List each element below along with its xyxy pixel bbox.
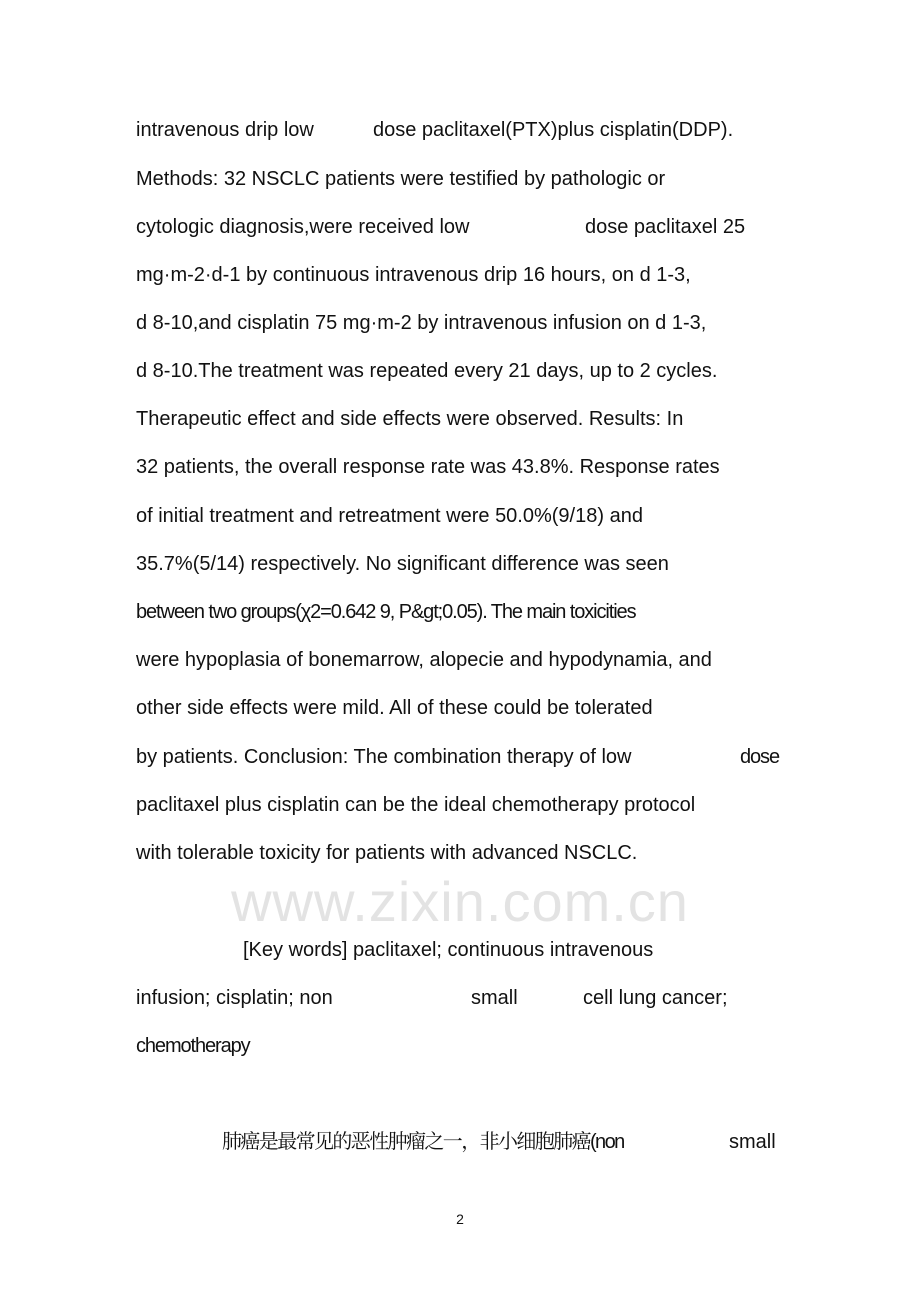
keywords-line: chemotherapy	[136, 1035, 250, 1057]
keywords-line: infusion; cisplatin; non	[136, 987, 333, 1009]
text-line: other side effects were mild. All of these could be tolerated	[136, 697, 653, 719]
text-line: paclitaxel plus cisplatin can be the ideal chemotherapy protocol	[136, 794, 696, 816]
text-line: between two groups(χ2=0.642 9, P&gt;0.05). The main toxicities	[136, 601, 636, 623]
text-line: cytologic diagnosis,were received low	[136, 216, 470, 238]
text-line: of initial treatment and retreatment were 50.0%(9/18) and	[136, 505, 643, 527]
chinese-text-line: small	[729, 1131, 776, 1153]
keywords-line: cell lung cancer;	[583, 987, 728, 1009]
page-number: 2	[456, 1211, 464, 1227]
text-line: dose paclitaxel(PTX)plus cisplatin(DDP).	[373, 119, 734, 141]
text-line: by patients. Conclusion: The combination therapy of low	[136, 746, 632, 768]
text-line: dose	[740, 746, 779, 768]
text-line: mg·m-2·d-1 by continuous intravenous drip 16 hours, on d 1-3,	[136, 264, 691, 286]
text-line: were hypoplasia of bonemarrow, alopecie and hypodynamia, and	[136, 649, 712, 671]
keywords-line: [Key words] paclitaxel; continuous intravenous	[243, 939, 654, 961]
text-line: Therapeutic effect and side effects were observed. Results: In	[136, 408, 684, 430]
watermark: www.zixin.com.cn	[231, 870, 689, 933]
chinese-text-line: 肺癌是最常见的恶性肿瘤之一，非小细胞肺癌(non	[222, 1131, 624, 1153]
text-line: d 8-10.The treatment was repeated every 21 days, up to 2 cycles.	[136, 360, 718, 382]
text-line: d 8-10,and cisplatin 75 mg·m-2 by intravenous infusion on d 1-3,	[136, 312, 707, 334]
text-line: 32 patients, the overall response rate was 43.8%. Response rates	[136, 456, 720, 478]
text-line: Methods: 32 NSCLC patients were testified by pathologic or	[136, 168, 666, 190]
keywords-line: small	[471, 987, 518, 1009]
text-line: intravenous drip low	[136, 119, 314, 141]
text-line: 35.7%(5/14) respectively. No significant difference was seen	[136, 553, 669, 575]
text-line: dose paclitaxel 25	[585, 216, 746, 238]
text-line: with tolerable toxicity for patients with advanced NSCLC.	[136, 842, 638, 864]
